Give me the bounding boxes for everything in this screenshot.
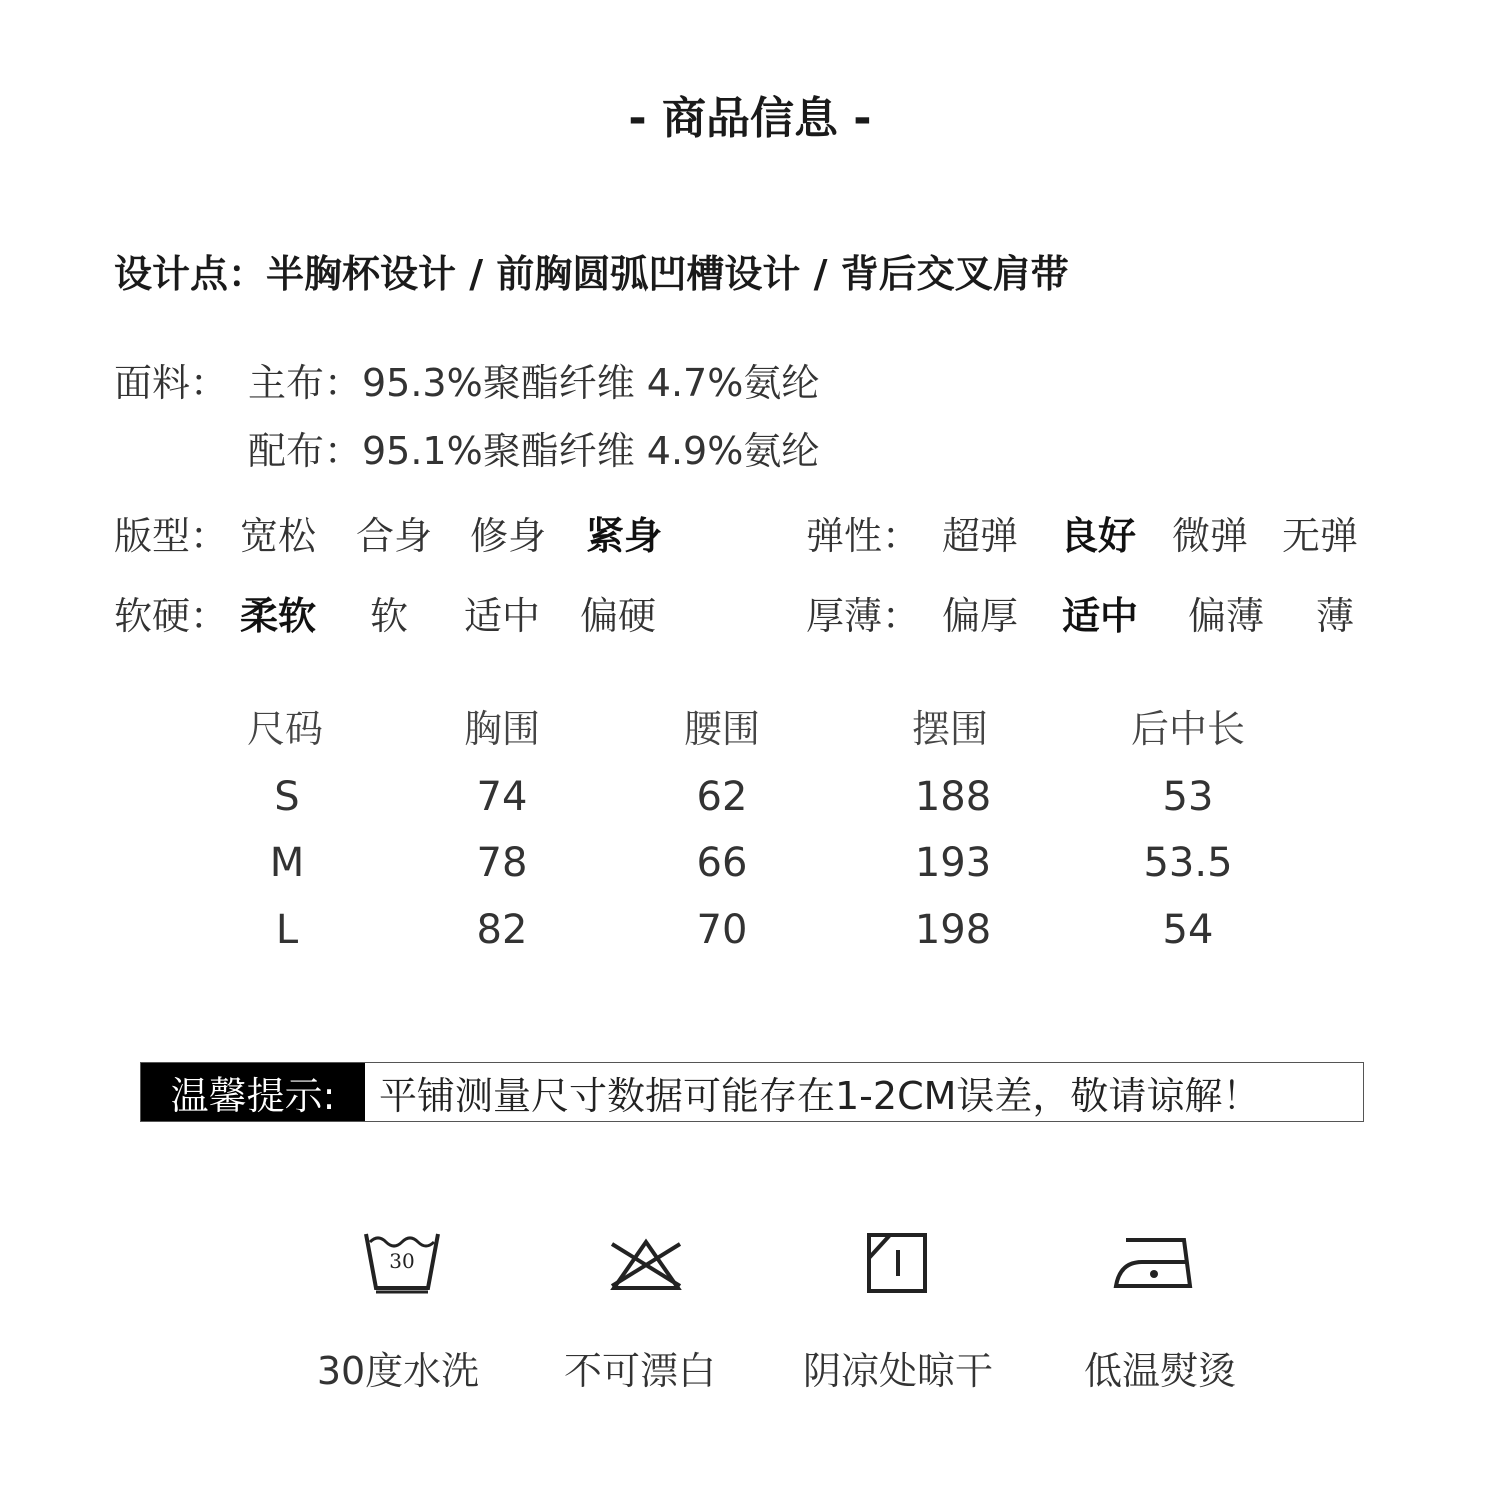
elasticity-option-selected: 良好 bbox=[1060, 514, 1137, 558]
elasticity-label: 弹性： bbox=[806, 514, 921, 558]
shade-dry-icon bbox=[866, 1232, 928, 1294]
design-points: 设计点：半胸杯设计 / 前胸圆弧凹槽设计 / 背后交叉肩带 bbox=[114, 252, 1069, 296]
fit-label: 版型： bbox=[114, 514, 229, 558]
wash-temperature: 30 bbox=[389, 1249, 415, 1273]
no-bleach-icon bbox=[606, 1234, 686, 1294]
fit-option: 合身 bbox=[356, 514, 433, 558]
care-label-shade-dry: 阴凉处晾干 bbox=[802, 1349, 993, 1393]
table-cell: 62 bbox=[696, 774, 748, 820]
table-cell: 66 bbox=[696, 840, 748, 886]
table-cell: 53 bbox=[1162, 774, 1214, 820]
thickness-option: 薄 bbox=[1316, 594, 1355, 638]
elasticity-option: 无弹 bbox=[1282, 514, 1359, 558]
table-cell: S bbox=[274, 774, 300, 820]
thickness-label: 厚薄： bbox=[806, 594, 921, 638]
tip-box bbox=[140, 1062, 1364, 1122]
table-cell: M bbox=[269, 840, 305, 886]
fit-option: 宽松 bbox=[240, 514, 317, 558]
table-cell: L bbox=[275, 907, 299, 953]
tip-text: 平铺测量尺寸数据可能存在1-2CM误差，敬请谅解！ bbox=[379, 1073, 1261, 1118]
thickness-option: 偏薄 bbox=[1188, 594, 1265, 638]
softness-label: 软硬： bbox=[114, 594, 229, 638]
fit-option-selected: 紧身 bbox=[586, 514, 663, 558]
fabric-secondary: 配布：95.1%聚酯纤维 4.9%氨纶 bbox=[248, 429, 820, 473]
care-label-no-bleach: 不可漂白 bbox=[563, 1349, 716, 1393]
table-cell: 82 bbox=[476, 907, 528, 953]
size-table-header: 腰围 bbox=[683, 707, 760, 751]
table-cell: 54 bbox=[1162, 907, 1214, 953]
wash-30-icon bbox=[362, 1228, 442, 1296]
fabric-main: 主布：95.3%聚酯纤维 4.7%氨纶 bbox=[248, 361, 820, 405]
size-table-header: 胸围 bbox=[463, 707, 540, 751]
size-table-header: 尺码 bbox=[246, 707, 323, 751]
page-title: - 商品信息 - bbox=[628, 93, 872, 144]
softness-option-selected: 柔软 bbox=[240, 594, 317, 638]
softness-option: 适中 bbox=[464, 594, 541, 638]
softness-option: 偏硬 bbox=[580, 594, 657, 638]
tip-label: 温馨提示: bbox=[141, 1063, 365, 1121]
size-table-header: 摆围 bbox=[911, 707, 988, 751]
fabric-label: 面料： bbox=[114, 361, 229, 405]
table-cell: 193 bbox=[914, 840, 992, 886]
softness-option: 软 bbox=[370, 594, 409, 638]
table-cell: 74 bbox=[476, 774, 528, 820]
care-label-low-iron: 低温熨烫 bbox=[1083, 1349, 1236, 1393]
fit-option: 修身 bbox=[470, 514, 547, 558]
care-label-wash: 30度水洗 bbox=[316, 1349, 480, 1393]
thickness-option: 偏厚 bbox=[942, 594, 1019, 638]
table-cell: 70 bbox=[696, 907, 748, 953]
low-iron-icon bbox=[1112, 1236, 1194, 1290]
table-cell: 78 bbox=[476, 840, 528, 886]
thickness-option-selected: 适中 bbox=[1062, 594, 1139, 638]
table-cell: 53.5 bbox=[1143, 840, 1233, 886]
size-table-header: 后中长 bbox=[1130, 707, 1245, 751]
elasticity-option: 微弹 bbox=[1172, 514, 1249, 558]
table-cell: 188 bbox=[914, 774, 992, 820]
table-cell: 198 bbox=[914, 907, 992, 953]
elasticity-option: 超弹 bbox=[942, 514, 1019, 558]
